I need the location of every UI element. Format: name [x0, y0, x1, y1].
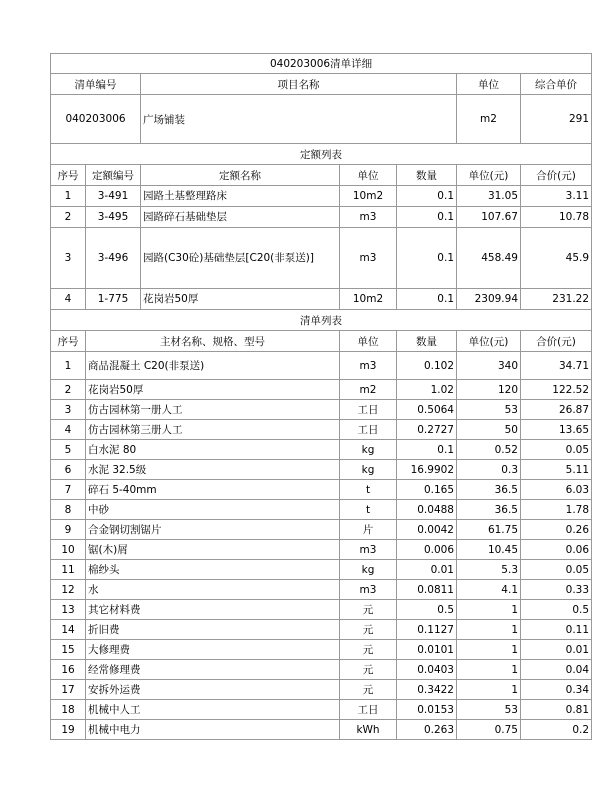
quantity: 0.1 — [397, 289, 457, 310]
material-name: 大修理费 — [86, 640, 340, 660]
unit: kWh — [340, 720, 397, 740]
quota-name: 园路碎石基础垫层 — [141, 207, 340, 228]
unit-price: 2309.94 — [457, 289, 521, 310]
quota-section-row — [51, 144, 592, 165]
unit-price: 0.3 — [457, 460, 521, 480]
quota-name: 园路土基整理路床 — [141, 186, 340, 207]
row-number: 11 — [51, 560, 86, 580]
row-number: 17 — [51, 680, 86, 700]
unit: 工日 — [340, 400, 397, 420]
item-price: 291 — [521, 95, 592, 144]
title-row — [51, 54, 592, 74]
quantity: 0.5 — [397, 600, 457, 620]
total-price: 231.22 — [521, 289, 592, 310]
item-code: 040203006 — [51, 95, 141, 144]
total-price: 122.52 — [521, 380, 592, 400]
material-row — [51, 500, 592, 520]
total-price: 26.87 — [521, 400, 592, 420]
row-number: 2 — [51, 207, 86, 228]
unit-price: 1 — [457, 600, 521, 620]
quantity: 1.02 — [397, 380, 457, 400]
quota-row — [51, 228, 592, 289]
table-title: 040203006清单详细 — [51, 54, 592, 74]
item-header-row — [51, 74, 592, 95]
material-name: 棉纱头 — [86, 560, 340, 580]
item-row — [51, 95, 592, 144]
quantity: 0.01 — [397, 560, 457, 580]
row-number: 1 — [51, 352, 86, 380]
material-name-header: 主材名称、规格、型号 — [86, 331, 340, 352]
quantity: 0.0101 — [397, 640, 457, 660]
unit: 工日 — [340, 420, 397, 440]
quota-code: 3-491 — [86, 186, 141, 207]
row-number: 16 — [51, 660, 86, 680]
row-number: 1 — [51, 186, 86, 207]
row-number: 3 — [51, 228, 86, 289]
material-name: 水泥 32.5级 — [86, 460, 340, 480]
material-row — [51, 540, 592, 560]
unit: m3 — [340, 228, 397, 289]
total-price: 5.11 — [521, 460, 592, 480]
material-name: 机械中人工 — [86, 700, 340, 720]
quota-row — [51, 289, 592, 310]
material-row — [51, 700, 592, 720]
total-header: 合价(元) — [521, 331, 592, 352]
unit-price: 36.5 — [457, 480, 521, 500]
row-number: 6 — [51, 460, 86, 480]
unit-price: 5.3 — [457, 560, 521, 580]
unit-price: 1 — [457, 640, 521, 660]
material-name: 其它材料费 — [86, 600, 340, 620]
row-number: 9 — [51, 520, 86, 540]
unit: t — [340, 480, 397, 500]
unit-price: 53 — [457, 700, 521, 720]
total-price: 10.78 — [521, 207, 592, 228]
material-row — [51, 520, 592, 540]
total-header: 合价(元) — [521, 165, 592, 186]
material-name: 仿古园林第三册人工 — [86, 420, 340, 440]
no-header: 序号 — [51, 331, 86, 352]
total-price: 0.2 — [521, 720, 592, 740]
quantity: 0.0403 — [397, 660, 457, 680]
row-number: 3 — [51, 400, 86, 420]
quantity: 0.0488 — [397, 500, 457, 520]
table-body — [51, 54, 592, 740]
total-price: 0.04 — [521, 660, 592, 680]
row-number: 12 — [51, 580, 86, 600]
material-row — [51, 352, 592, 380]
unit: kg — [340, 440, 397, 460]
material-name: 水 — [86, 580, 340, 600]
unit-price-header: 单位(元) — [457, 165, 521, 186]
total-price: 34.71 — [521, 352, 592, 380]
material-header-row — [51, 331, 592, 352]
row-number: 18 — [51, 700, 86, 720]
material-name: 花岗岩50厚 — [86, 380, 340, 400]
total-price: 13.65 — [521, 420, 592, 440]
unit-price: 1 — [457, 660, 521, 680]
code-header: 清单编号 — [51, 74, 141, 95]
unit: m3 — [340, 580, 397, 600]
material-name: 碎石 5-40mm — [86, 480, 340, 500]
quota-code-header: 定额编号 — [86, 165, 141, 186]
material-row — [51, 620, 592, 640]
unit-price: 340 — [457, 352, 521, 380]
material-name: 白水泥 80 — [86, 440, 340, 460]
unit: m3 — [340, 352, 397, 380]
material-section-title: 清单列表 — [51, 310, 592, 331]
material-name: 仿古园林第一册人工 — [86, 400, 340, 420]
quota-name-header: 定额名称 — [141, 165, 340, 186]
quota-header-row — [51, 165, 592, 186]
unit-price: 1 — [457, 620, 521, 640]
material-row — [51, 440, 592, 460]
material-row — [51, 420, 592, 440]
unit: m3 — [340, 540, 397, 560]
total-price: 0.11 — [521, 620, 592, 640]
unit-price: 107.67 — [457, 207, 521, 228]
quota-code: 3-496 — [86, 228, 141, 289]
material-section-row — [51, 310, 592, 331]
unit-price: 53 — [457, 400, 521, 420]
unit: 元 — [340, 620, 397, 640]
quantity: 0.1 — [397, 228, 457, 289]
quota-row — [51, 207, 592, 228]
quantity: 0.1127 — [397, 620, 457, 640]
unit: 元 — [340, 680, 397, 700]
unit: t — [340, 500, 397, 520]
material-row — [51, 640, 592, 660]
unit: 10m2 — [340, 289, 397, 310]
quota-name: 园路(C30砼)基础垫层[C20(非泵送)] — [141, 228, 340, 289]
quantity: 0.006 — [397, 540, 457, 560]
material-name: 锯(木)屑 — [86, 540, 340, 560]
material-name: 安拆外运费 — [86, 680, 340, 700]
quota-code: 1-775 — [86, 289, 141, 310]
unit: 片 — [340, 520, 397, 540]
material-row — [51, 600, 592, 620]
row-number: 4 — [51, 289, 86, 310]
total-price: 45.9 — [521, 228, 592, 289]
total-price: 0.06 — [521, 540, 592, 560]
material-name: 商品混凝土 C20(非泵送) — [86, 352, 340, 380]
unit-price: 4.1 — [457, 580, 521, 600]
material-row — [51, 460, 592, 480]
material-row — [51, 380, 592, 400]
unit: 元 — [340, 640, 397, 660]
material-name: 折旧费 — [86, 620, 340, 640]
name-header: 项目名称 — [141, 74, 457, 95]
row-number: 10 — [51, 540, 86, 560]
qty-header: 数量 — [397, 331, 457, 352]
total-price: 0.34 — [521, 680, 592, 700]
unit: m3 — [340, 207, 397, 228]
material-row — [51, 580, 592, 600]
unit-header: 单位 — [457, 74, 521, 95]
unit-price: 458.49 — [457, 228, 521, 289]
row-number: 14 — [51, 620, 86, 640]
qty-header: 数量 — [397, 165, 457, 186]
material-row — [51, 560, 592, 580]
material-row — [51, 680, 592, 700]
material-name: 机械中电力 — [86, 720, 340, 740]
total-price: 0.01 — [521, 640, 592, 660]
bill-detail-table — [50, 53, 592, 740]
unit-price: 1 — [457, 680, 521, 700]
unit-price: 120 — [457, 380, 521, 400]
material-name: 经常修理费 — [86, 660, 340, 680]
quantity: 0.5064 — [397, 400, 457, 420]
material-name: 合金钢切割锯片 — [86, 520, 340, 540]
quantity: 0.2727 — [397, 420, 457, 440]
quantity: 0.3422 — [397, 680, 457, 700]
unit-price: 61.75 — [457, 520, 521, 540]
quantity: 0.263 — [397, 720, 457, 740]
total-price: 0.5 — [521, 600, 592, 620]
unit: 元 — [340, 600, 397, 620]
unit-header: 单位 — [340, 331, 397, 352]
unit: 10m2 — [340, 186, 397, 207]
material-row — [51, 480, 592, 500]
row-number: 5 — [51, 440, 86, 460]
total-price: 0.05 — [521, 440, 592, 460]
unit: 元 — [340, 660, 397, 680]
unit-price: 0.52 — [457, 440, 521, 460]
item-name: 广场铺装 — [141, 95, 457, 144]
total-price: 3.11 — [521, 186, 592, 207]
material-name: 中砂 — [86, 500, 340, 520]
quantity: 0.1 — [397, 440, 457, 460]
quota-row — [51, 186, 592, 207]
quantity: 0.165 — [397, 480, 457, 500]
row-number: 7 — [51, 480, 86, 500]
unit-price: 36.5 — [457, 500, 521, 520]
unit-price: 31.05 — [457, 186, 521, 207]
unit: m2 — [340, 380, 397, 400]
unit-price: 0.75 — [457, 720, 521, 740]
total-price: 0.26 — [521, 520, 592, 540]
row-number: 13 — [51, 600, 86, 620]
row-number: 15 — [51, 640, 86, 660]
quantity: 0.0153 — [397, 700, 457, 720]
unit-price-header: 单位(元) — [457, 331, 521, 352]
row-number: 4 — [51, 420, 86, 440]
unit-header: 单位 — [340, 165, 397, 186]
material-row — [51, 720, 592, 740]
unit: kg — [340, 460, 397, 480]
total-price: 6.03 — [521, 480, 592, 500]
material-row — [51, 660, 592, 680]
total-price: 0.05 — [521, 560, 592, 580]
row-number: 19 — [51, 720, 86, 740]
quota-code: 3-495 — [86, 207, 141, 228]
quantity: 16.9902 — [397, 460, 457, 480]
quantity: 0.1 — [397, 186, 457, 207]
row-number: 8 — [51, 500, 86, 520]
no-header: 序号 — [51, 165, 86, 186]
quota-name: 花岗岩50厚 — [141, 289, 340, 310]
quantity: 0.102 — [397, 352, 457, 380]
unit: kg — [340, 560, 397, 580]
unit-price: 50 — [457, 420, 521, 440]
quantity: 0.1 — [397, 207, 457, 228]
material-row — [51, 400, 592, 420]
unit: 工日 — [340, 700, 397, 720]
item-unit: m2 — [457, 95, 521, 144]
quota-section-title: 定额列表 — [51, 144, 592, 165]
quantity: 0.0042 — [397, 520, 457, 540]
row-number: 2 — [51, 380, 86, 400]
price-header: 综合单价 — [521, 74, 592, 95]
total-price: 0.33 — [521, 580, 592, 600]
quantity: 0.0811 — [397, 580, 457, 600]
total-price: 0.81 — [521, 700, 592, 720]
total-price: 1.78 — [521, 500, 592, 520]
unit-price: 10.45 — [457, 540, 521, 560]
